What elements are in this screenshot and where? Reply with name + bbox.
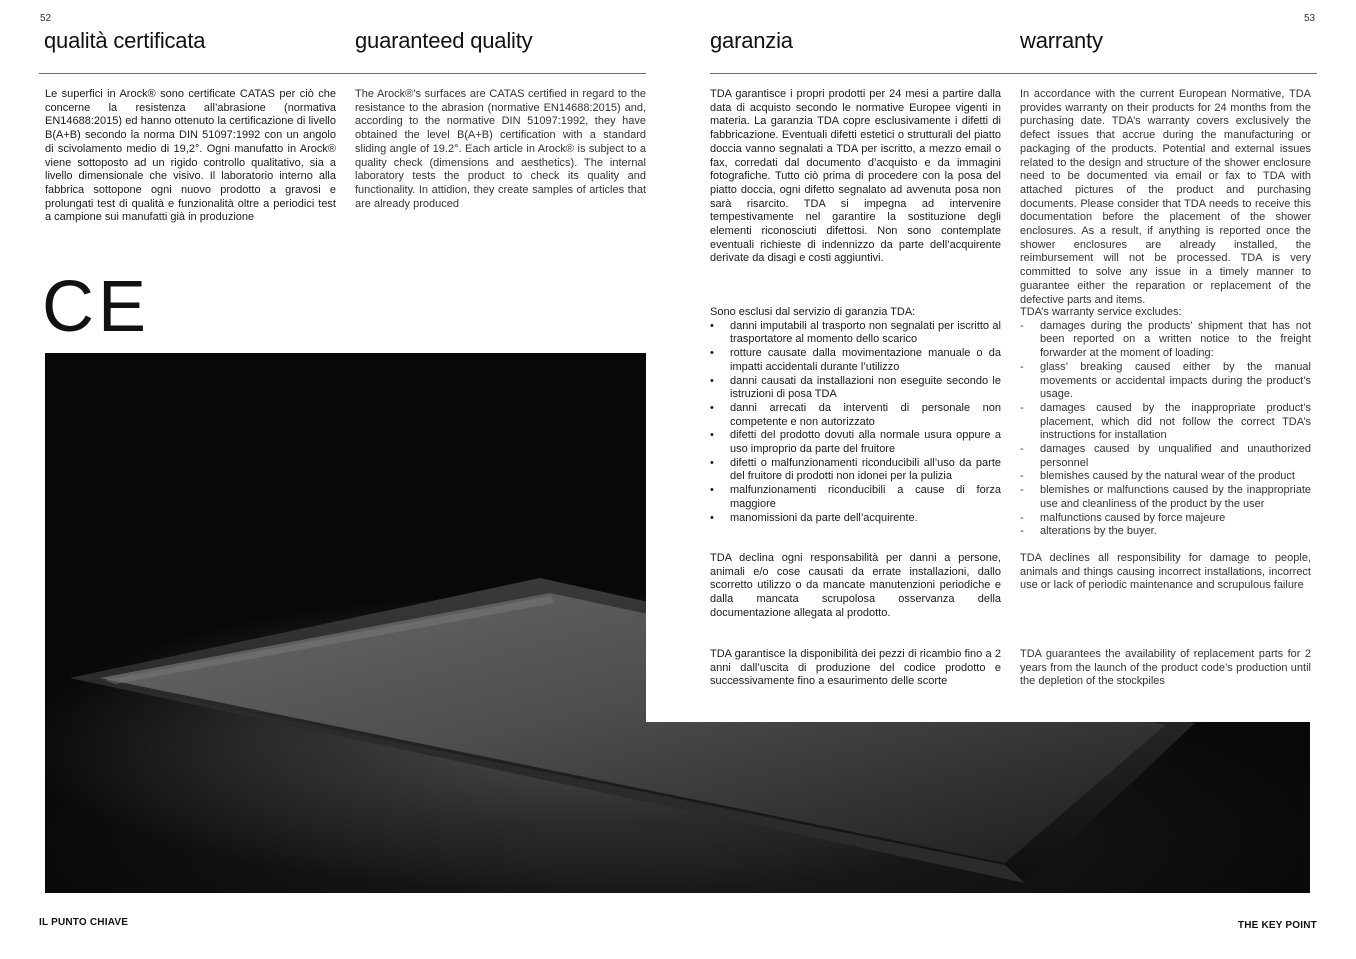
exclusions-title-it: Sono esclusi dal servizio di garanzia TDA: bbox=[710, 306, 916, 318]
liability-text-en: TDA declines all responsibility for damage to people, animals and things causing incorrect installations, incorrect use or lack of periodic maintenance and scrupulous failure bbox=[1020, 552, 1311, 592]
exclusion-it-bullet: • bbox=[710, 484, 714, 497]
heading-garanzia: garanzia bbox=[710, 28, 793, 53]
heading-rule-right bbox=[710, 73, 1317, 74]
heading-rule-left bbox=[39, 73, 646, 74]
exclusion-en-item-text: damages caused by the inappropriate product’s placement, which did not follow the correct TDA’s instructions for installation bbox=[1040, 401, 1311, 442]
exclusion-en-bullet: - bbox=[1020, 443, 1024, 456]
page-number-right: 53 bbox=[1304, 13, 1316, 24]
exclusion-it-item bbox=[710, 429, 1001, 456]
exclusions-en bbox=[1020, 306, 1311, 539]
heading-guaranteed-quality: guaranteed quality bbox=[355, 28, 533, 53]
exclusion-en-item-text: blemishes or malfunctions caused by the inappropriate use and cleanliness of the product by the user bbox=[1040, 484, 1311, 510]
exclusions-list-it bbox=[710, 320, 1001, 526]
exclusion-it-bullet: • bbox=[710, 456, 714, 469]
exclusion-it-item bbox=[710, 484, 1001, 511]
heading-warranty: warranty bbox=[1020, 28, 1103, 53]
exclusion-it-item bbox=[710, 457, 1001, 484]
exclusion-en-bullet: - bbox=[1020, 484, 1024, 497]
exclusion-it-item bbox=[710, 320, 1001, 347]
page-number-left: 52 bbox=[40, 13, 52, 24]
exclusion-it-item-text: malfunzionamenti riconducibili a cause di forza maggiore bbox=[730, 484, 1001, 510]
exclusion-en-item bbox=[1020, 525, 1311, 539]
exclusion-en-item-text: malfunctions caused by force majeure bbox=[1040, 511, 1226, 524]
exclusion-en-item bbox=[1020, 443, 1311, 470]
exclusion-it-item-text: difetti del prodotto dovuti alla normale usura oppure a uso improprio da parte del fruitore bbox=[730, 429, 1001, 456]
exclusion-it-item bbox=[710, 512, 1001, 526]
exclusion-it-item bbox=[710, 347, 1001, 374]
exclusion-it-bullet: • bbox=[710, 401, 714, 414]
exclusions-title-en: TDA’s warranty service excludes: bbox=[1020, 306, 1182, 318]
exclusion-en-bullet: - bbox=[1020, 401, 1024, 414]
footer-right: THE KEY POINT bbox=[1237, 920, 1317, 931]
exclusion-it-bullet: • bbox=[710, 374, 714, 387]
exclusion-it-item-text: danni arrecati da interventi di personale non competente e non autorizzato bbox=[730, 401, 1001, 428]
exclusion-en-bullet: - bbox=[1020, 511, 1024, 524]
ce-mark: CE bbox=[42, 267, 151, 347]
exclusion-en-item-text: damages caused by unqualified and unauthorized personnel bbox=[1040, 443, 1311, 469]
exclusion-en-bullet: - bbox=[1020, 470, 1024, 483]
exclusion-en-bullet: - bbox=[1020, 319, 1024, 332]
exclusion-en-item-text: damages during the products’ shipment that has not been reported on a written notice to the freight forwarder at the moment of loading: bbox=[1040, 319, 1311, 360]
exclusion-en-item-text: glass’ breaking caused either by the manual movements or accidental impacts during the product’s usage. bbox=[1040, 360, 1311, 401]
quality-text-en: The Arock®’s surfaces are CATAS certified in regard to the resistance to the abrasion (normative EN14688:2015) and, according to the normative DIN 51097:1992, they have obtained the level B(A+B) certification with a standard sliding angle of 19.2°. Each article in Arock® is subject to a quality check (dimensions and aesthetics). The internal laboratory tests the product to check its quality and functionality. In attidion, they create samples of articles that are already produced bbox=[355, 88, 646, 210]
exclusion-it-item-text: rotture causate dalla movimentazione manuale o da impatti accidentali durante l’utilizzo bbox=[730, 347, 1001, 373]
footer-left: IL PUNTO CHIAVE bbox=[39, 917, 129, 928]
exclusion-en-item-text: alterations by the buyer. bbox=[1040, 525, 1157, 538]
exclusion-it-bullet: • bbox=[710, 319, 714, 332]
liability-text-it: TDA declina ogni responsabilità per danni a persone, animali e/o cose causati da errate installazioni, dallo scorretto utilizzo o da mancate manutenzioni periodiche e dalla mancata scrupolosa osservanza della documentazione allegata al prodotto. bbox=[710, 552, 1001, 619]
exclusion-it-item bbox=[710, 375, 1001, 402]
exclusion-it-item bbox=[710, 402, 1001, 429]
exclusion-en-item bbox=[1020, 512, 1311, 526]
exclusion-it-item-text: manomissioni da parte dell’acquirente. bbox=[730, 511, 918, 524]
exclusion-en-bullet: - bbox=[1020, 525, 1024, 538]
exclusion-en-item bbox=[1020, 470, 1311, 484]
spare-parts-text-en: TDA guarantees the availability of replacement parts for 2 years from the launch of the product code’s production until the depletion of the stockpiles bbox=[1020, 648, 1311, 688]
quality-text-it: Le superfici in Arock® sono certificate CATAS per ciò che concerne la resistenza all’abrasione (normativa EN14688:2015) ed hanno ottenuto la certificazione di livello B(A+B) secondo la norma DIN 51097:1992 con un angolo di scivolamento medio di 19,2°. Ogni manufatto in Arock® viene sottoposto ad un rigido controllo qualitativo, sia a livello dimensionale che visivo. Il laboratorio interno alla fabbrica sottopone ogni nuovo prodotto a gravosi e prolungati test di qualità e funzionalità oltre a periodici test a campione sui manufatti già in produzione bbox=[45, 88, 336, 224]
warranty-intro-en: In accordance with the current European Normative, TDA provides warranty on their products for 24 months from the purchasing date. TDA’s warranty covers exclusively the defect issues that accrue during the manufacturing or packaging of the products. Potential and external issues related to the design and structure of the shower enclosure need to be documented via email or fax to TDA with attached pictures of the product and purchasing documents. Please consider that TDA needs to receive this documentation before the placement of the shower enclosures. As a result, if anything is reported once the shower enclosures are already installed, the reimbursement will not be processed. TDA is very committed to solve any issue in a timely manner to guarantee either the reparation or replacement of the defective parts and items. bbox=[1020, 88, 1311, 306]
warranty-intro-it: TDA garantisce i propri prodotti per 24 mesi a partire dalla data di acquisto secondo le normative Europee vigenti in materia. La garanzia TDA copre esclusivamente i difetti di fabbricazione. Eventuali difetti estetici o strutturali del piatto doccia vanno segnalati a TDA per iscritto, a mezzo email o fax, corredati dal documento d’acquisto e da immagini fotografiche. Tutto ciò prima di procedere con la posa del piatto doccia, ogni difetto segnalato ad avvenuta posa non sarà risarcito. TDA si impegna ad intervenire tempestivamente nel garantire la sostituzione degli elementi riconosciuti difettosi. Non sono contemplate eventuali richieste di indennizzo da parte dell’acquirente derivate da disagi e costi aggiuntivi. bbox=[710, 88, 1001, 265]
exclusions-list-en bbox=[1020, 320, 1311, 539]
exclusion-it-bullet: • bbox=[710, 429, 714, 442]
exclusion-en-item bbox=[1020, 361, 1311, 402]
exclusion-it-item-text: difetti o malfunzionamenti riconducibili all’uso da parte del fruitore di prodotti non idonei per la pulizia bbox=[730, 456, 1001, 483]
exclusions-it bbox=[710, 306, 1001, 525]
exclusion-it-bullet: • bbox=[710, 347, 714, 360]
exclusion-en-item bbox=[1020, 320, 1311, 361]
exclusion-en-item-text: blemishes caused by the natural wear of the product bbox=[1040, 470, 1295, 483]
exclusion-it-item-text: danni causati da installazioni non eseguite secondo le istruzioni di posa TDA bbox=[730, 374, 1001, 401]
exclusion-it-item-text: danni imputabili al trasporto non segnalati per iscritto al trasportatore al momento dello scarico bbox=[730, 319, 1001, 346]
exclusion-it-bullet: • bbox=[710, 511, 714, 524]
exclusion-en-item bbox=[1020, 484, 1311, 511]
exclusion-en-bullet: - bbox=[1020, 360, 1024, 373]
heading-qualita-certificata: qualità certificata bbox=[44, 28, 206, 53]
spare-parts-text-it: TDA garantisce la disponibilità dei pezzi di ricambio fino a 2 anni dall’uscita di produzione del codice prodotto e successivamente fino a esaurimento delle scorte bbox=[710, 648, 1001, 688]
exclusion-en-item bbox=[1020, 402, 1311, 443]
